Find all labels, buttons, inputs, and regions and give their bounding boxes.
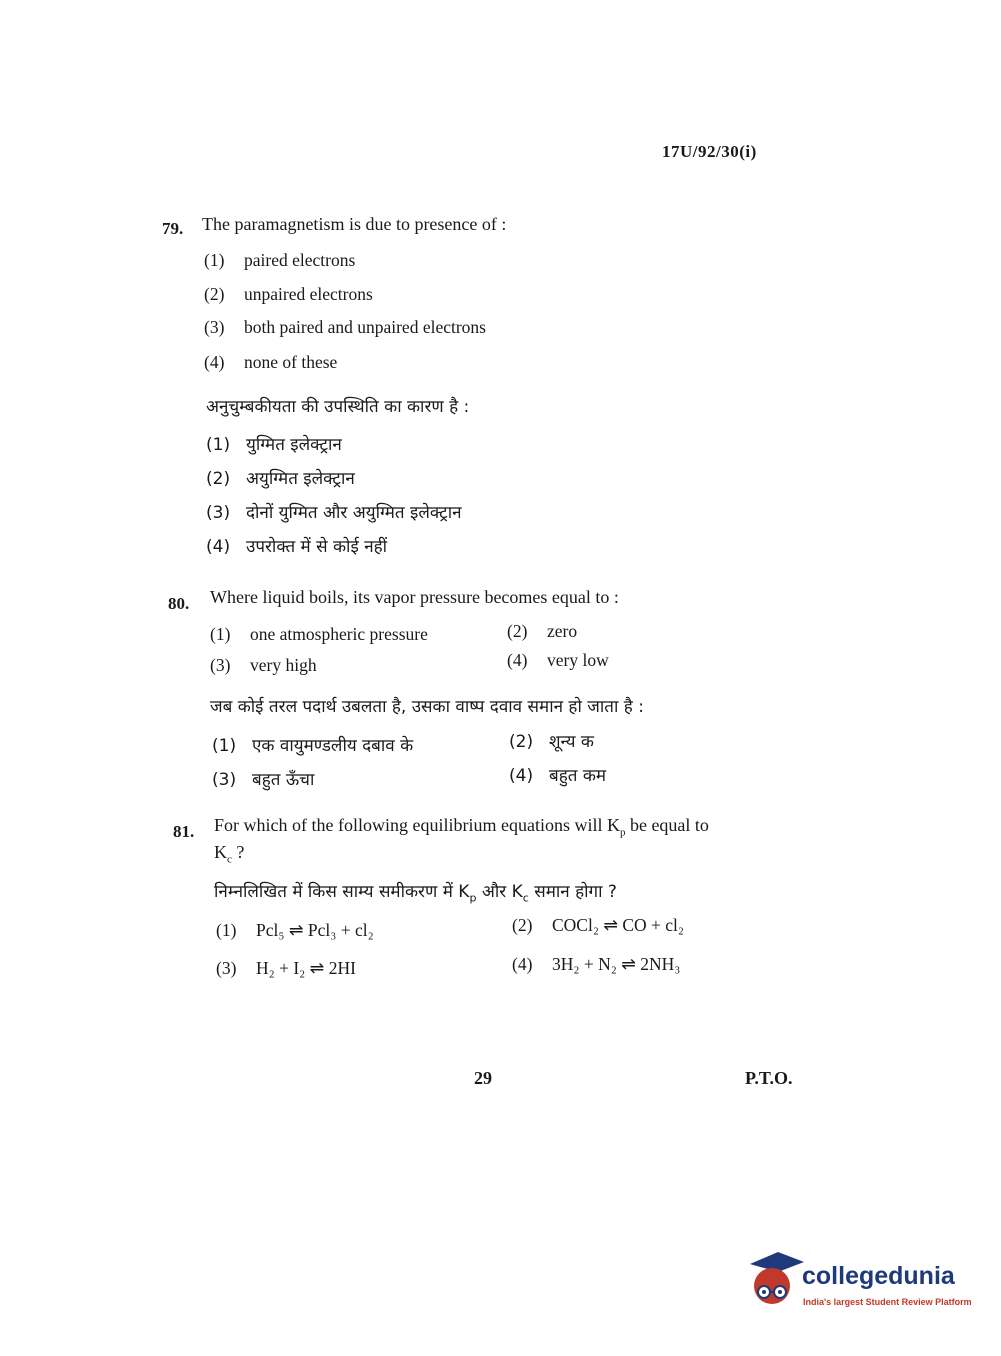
q80-option-3-hi: (3) बहुत ऊँचा — [212, 770, 315, 790]
q80-option-2-en: (2) zero — [507, 621, 578, 641]
question-81-text-hi: निम्नलिखित में किस साम्य समीकरण में $K_p$ और $K_c$ समान होगा ? — [214, 882, 617, 905]
q80-option-2-hi: (2) शून्य क — [509, 732, 594, 752]
question-number-79: 79. — [162, 219, 184, 238]
question-79-text-hi: अनुचुम्बकीयता की उपस्थिति का कारण है : — [206, 397, 470, 417]
q80-option-3-en: (3) very high — [210, 655, 317, 675]
question-81-text-en-cont: $K_c$ ? — [214, 842, 245, 866]
question-81-text-en: For which of the following equilibrium equations will $K_p$ be equal to — [214, 815, 709, 839]
q81-option-1: (1) Pcl₅ ⇌ Pcl₃ + cl₂ — [216, 920, 374, 940]
q79-option-3-en: (3) both paired and unpaired electrons — [204, 317, 486, 337]
question-79-text-en: The paramagnetism is due to presence of : — [202, 214, 507, 234]
question-80-text-hi: जब कोई तरल पदार्थ उबलता है, उसका वाष्प दवाव समान हो जाता है : — [210, 697, 644, 717]
question-80-text-en: Where liquid boils, its vapor pressure becomes equal to : — [210, 587, 619, 607]
q79-option-3-hi: (3) दोनों युग्मित और अयुग्मित इलेक्ट्रान — [206, 503, 462, 523]
q80-option-1-en: (1) one atmospheric pressure — [210, 624, 428, 644]
paper-code: 17U/92/30(i) — [662, 142, 757, 161]
q79-option-2-en: (2) unpaired electrons — [204, 284, 373, 304]
q81-option-4: (4) 3H₂ + N₂ ⇌ 2NH₃ — [512, 954, 681, 974]
collegedunia-tagline: India's largest Student Review Platform — [803, 1297, 972, 1307]
q79-option-4-hi: (4) उपरोक्त में से कोई नहीं — [206, 537, 388, 557]
q80-option-1-hi: (1) एक वायुमण्डलीय दबाव के — [212, 736, 414, 756]
page-number: 29 — [474, 1068, 492, 1088]
q80-option-4-hi: (4) बहुत कम — [509, 766, 607, 786]
q79-option-4-en: (4) none of these — [204, 352, 338, 372]
q79-option-1-hi: (1) युग्मित इलेक्ट्रान — [206, 435, 342, 455]
question-number-80: 80. — [168, 594, 190, 613]
question-number-81: 81. — [173, 822, 195, 841]
q81-option-3: (3) H₂ + I₂ ⇌ 2HI — [216, 958, 356, 978]
q80-option-4-en: (4) very low — [507, 650, 609, 670]
q81-option-2: (2) COCl₂ ⇌ CO + cl₂ — [512, 915, 685, 935]
q79-option-2-hi: (2) अयुग्मित इलेक्ट्रान — [206, 469, 355, 489]
collegedunia-brand: collegedunia — [802, 1262, 955, 1290]
pto-label: P.T.O. — [745, 1068, 793, 1088]
q79-option-1-en: (1) paired electrons — [204, 250, 356, 270]
